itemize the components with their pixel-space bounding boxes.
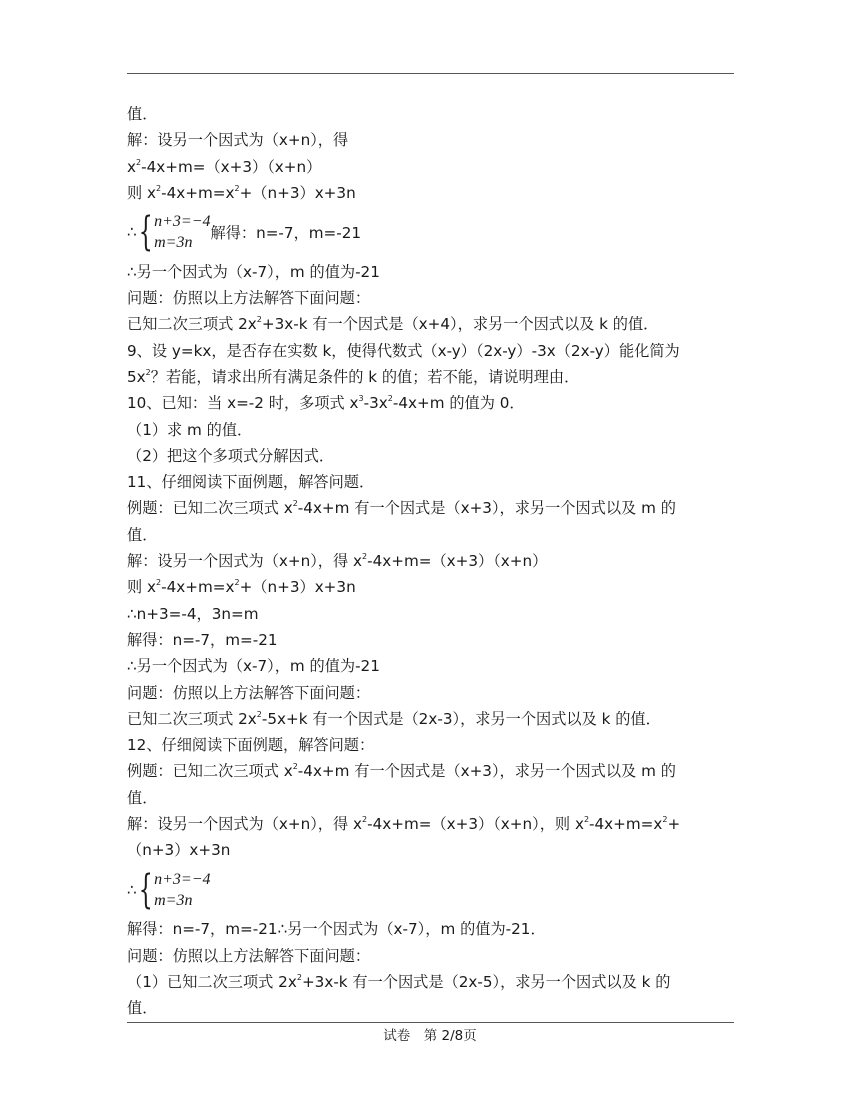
text-line: 解：设另一个因式为（x+n），得 $x^2-4x+m=(x+3)(x+n)$，则 $x^2-4x+m=x^2+$ (127, 815, 681, 834)
text-line: 则 $x^2-4x+m=x^2+(n+3)x+3n$ (127, 578, 356, 597)
text-line: 例题：已知二次三项式 $x^2-4x+m$ 有一个因式是（x+3），求另一个因式以及 m 的 (127, 762, 676, 781)
text-line: 解：设另一个因式为（x+n），得 (127, 131, 349, 150)
equation-system (127, 206, 737, 259)
equation-2: m=3n (154, 234, 193, 252)
equation-stack (154, 211, 210, 253)
question-9: 9、设 y=kx，是否存在实数 k，使得代数式（x-y）（2x-y）-3x（2x-y）能化简为 (127, 341, 680, 360)
text-line: 值． (127, 105, 158, 123)
text-line: ∴另一个因式为（x-7），m 的值为-21 (127, 262, 380, 281)
text-line: $5x^2$？若能，请求出所有满足条件的 k 的值；若不能，请说明理由． (127, 367, 580, 386)
left-brace-icon: { (138, 209, 153, 256)
text-line: 问题：仿照以上方法解答下面问题： (127, 683, 370, 702)
text-line: $x^2-4x+m=(x+3)(x+n)$ (127, 157, 322, 176)
page-content (127, 101, 737, 1021)
text-line: 已知二次三项式 $2x^2+3x-k$ 有一个因式是（x+4），求另一个因式以及 k 的值． (127, 315, 659, 334)
equation-system (127, 864, 737, 917)
text-line: 解：设另一个因式为（x+n），得 $x^2-4x+m=(x+3)(x+n)$ (127, 552, 548, 571)
equation-stack (154, 869, 210, 911)
footer-rule (127, 1022, 734, 1023)
text-line: 问题：仿照以上方法解答下面问题： (127, 289, 370, 308)
left-brace-icon: { (138, 866, 153, 913)
question-12: 12、仔细阅读下面例题，解答问题： (127, 736, 375, 755)
question-10: 10、已知：当 x=-2 时，多项式 $x^3-3x^2-4x+m$ 的值为 0． (127, 394, 525, 413)
text-line: （1）求 m 的值． (127, 420, 253, 439)
solution-text: 解得：n=-7，m=-21 (210, 223, 362, 242)
text-line: 例题：已知二次三项式 $x^2-4x+m$ 有一个因式是（x+3），求另一个因式以及 m 的 (127, 499, 676, 518)
text-line: （n+3）x+3n (127, 841, 231, 860)
text-line: 解得：n=-7，m=-21∴另一个因式为（x-7），m 的值为-21． (127, 920, 546, 939)
text-line: 解得：n=-7，m=-21 (127, 630, 278, 649)
header-rule (127, 73, 734, 74)
therefore-symbol: ∴ (127, 223, 137, 242)
equation-1: n+3=−4 (154, 870, 211, 888)
text-line: 值． (127, 788, 158, 807)
equation-2: m=3n (154, 891, 193, 909)
text-line: 则 $x^2-4x+m=x^2+(n+3)x+3n$ (127, 183, 356, 202)
text-line: 值． (127, 999, 158, 1018)
text-line: （2）把这个多项式分解因式． (127, 446, 335, 465)
text-line: 已知二次三项式 $2x^2-5x+k$ 有一个因式是（2x-3），求另一个因式以及 k 的值． (127, 709, 661, 728)
equation-1: n+3=−4 (154, 213, 211, 231)
therefore-symbol: ∴ (127, 880, 137, 899)
page-footer: 试卷 第 2/8页 (383, 1028, 477, 1044)
text-line: ∴n+3=-4，3n=m (127, 604, 259, 623)
text-line: ∴另一个因式为（x-7），m 的值为-21 (127, 657, 380, 676)
text-line: 问题：仿照以上方法解答下面问题： (127, 946, 370, 965)
text-line: 值． (127, 525, 158, 544)
question-11: 11、仔细阅读下面例题，解答问题． (127, 473, 375, 492)
text-line: （1）已知二次三项式 $2x^2+3x-k$ 有一个因式是（2x-5），求另一个因式以及 k 的 (127, 972, 671, 991)
